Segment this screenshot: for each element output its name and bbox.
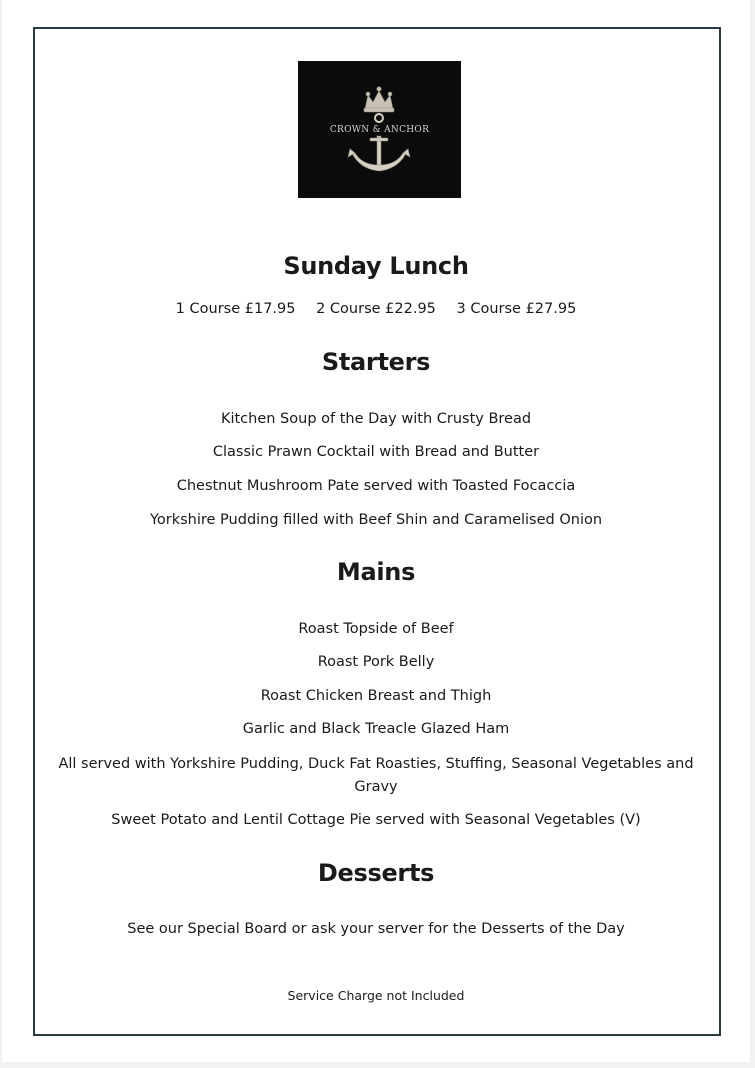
starter-item: Classic Prawn Cocktail with Bread and Butter xyxy=(212,444,540,460)
starter-item: Chestnut Mushroom Pate served with Toasted Focaccia xyxy=(176,478,576,494)
main-item: Roast Pork Belly xyxy=(317,654,435,670)
starter-item: Kitchen Soup of the Day with Crusty Bread xyxy=(220,411,532,427)
price-two-course: 2 Course £22.95 xyxy=(316,301,436,317)
main-item: Roast Topside of Beef xyxy=(298,621,454,637)
mains-served-with-note: All served with Yorkshire Pudding, Duck Fat Roasties, Stuffing, Seasonal Vegetables and Gravy xyxy=(58,756,694,795)
menu-page xyxy=(2,0,750,1062)
price-one-course: 1 Course £17.95 xyxy=(175,301,296,317)
desserts-heading: Desserts xyxy=(317,859,435,887)
starters-heading: Starters xyxy=(321,348,431,376)
crown-and-anchor-logo xyxy=(298,61,461,198)
page-title: Sunday Lunch xyxy=(283,252,469,280)
main-item: Roast Chicken Breast and Thigh xyxy=(260,688,492,704)
service-charge-note: Service Charge not Included xyxy=(287,988,465,1003)
vegetarian-main-item: Sweet Potato and Lentil Cottage Pie served with Seasonal Vegetables (V) xyxy=(111,812,641,828)
price-three-course: 3 Course £27.95 xyxy=(456,301,577,317)
mains-heading: Mains xyxy=(336,558,416,586)
main-item: Garlic and Black Treacle Glazed Ham xyxy=(242,721,510,737)
desserts-note: See our Special Board or ask your server for the Desserts of the Day xyxy=(127,921,625,937)
starter-item: Yorkshire Pudding filled with Beef Shin and Caramelised Onion xyxy=(149,512,603,528)
price-options xyxy=(2,301,750,317)
logo-brand-text: CROWN & ANCHOR xyxy=(329,125,430,135)
